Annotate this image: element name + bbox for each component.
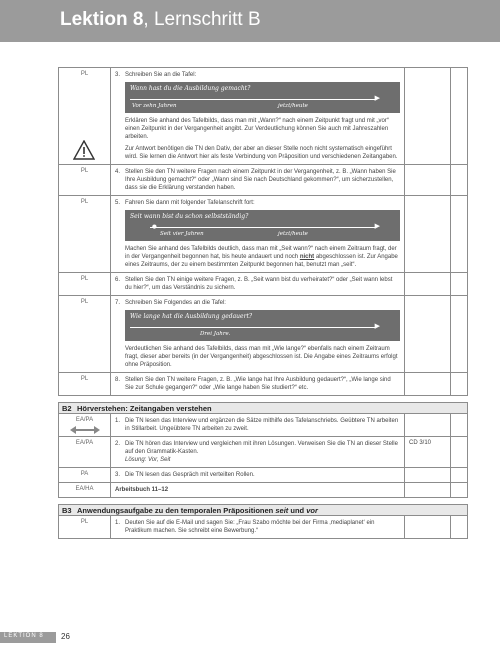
table-row xyxy=(58,296,468,373)
step-text: Schreiben Sie Folgendes an die Tafel: xyxy=(125,300,226,306)
blackboard xyxy=(125,310,400,341)
explanation-text: Verdeutlichen Sie anhand des Tafelbilds, dass man mit „Wie lange?“ ebenfalls nach einem Zeitraum fragt, dieser aber bereits (in der Vergangenheit) abgeschlossen ist. Die Angabe eines Zeitraums erfolgt ohne Präposition. xyxy=(125,346,398,368)
timeline-start-label: Vor zehn Jahren xyxy=(132,103,177,109)
step-text: Stellen Sie den TN einige weitere Fragen, z. B. „Seit wann bist du verheiratet?“ oder „Seit wann lebst du hier?“, um das Verständnis zu sichern. xyxy=(125,277,393,291)
timeline-start-marker: ● xyxy=(152,224,157,230)
step-text: Stellen Sie den TN weitere Fragen, z. B. „Wie lange hat Ihre Ausbildung gedauert?“, „Wie lange sind Sie zur Schule gegangen?“ oder „Wie lange haben Sie studiert?“ etc. xyxy=(125,377,391,391)
blackboard xyxy=(125,82,400,113)
form-cell xyxy=(58,68,110,164)
blackboard xyxy=(125,210,400,241)
step-text: Die TN hören das Interview und vergleichen mit ihren Lösungen. Verweisen Sie die TN an dieser Stelle auf den Grammatik-Kasten. xyxy=(125,441,398,455)
footer-lesson-label: LEKTION 8 xyxy=(4,633,44,639)
content-cell xyxy=(110,296,404,372)
table-row xyxy=(58,468,468,483)
step-number: 4. xyxy=(115,169,121,175)
footer-bar xyxy=(0,632,56,643)
workbook-reference: Arbeitsbuch 11–12 xyxy=(115,487,169,493)
media-cell xyxy=(404,296,450,372)
step-number: 2. xyxy=(115,441,121,447)
table-row xyxy=(58,273,468,296)
arrow-right-icon: ▶ xyxy=(374,222,380,230)
table-row xyxy=(58,196,468,273)
board-question: Wann hast du die Ausbildung gemacht? xyxy=(130,85,251,92)
step-number: 8. xyxy=(115,377,121,383)
solution-text: Lösung: Vor, Seit xyxy=(125,457,171,463)
content-cell xyxy=(110,468,404,482)
check-cell xyxy=(450,68,468,164)
media-cell xyxy=(404,68,450,164)
form-label: PA xyxy=(58,468,110,482)
step-number: 1. xyxy=(115,520,121,526)
timeline-end-label: jetzt/heute xyxy=(278,231,308,237)
timeline-start-label: Seit vier Jahren xyxy=(160,231,204,237)
lesson-table xyxy=(58,67,468,539)
table-row xyxy=(58,373,468,396)
table-row xyxy=(58,414,468,437)
content-cell xyxy=(110,165,404,195)
form-label: PL xyxy=(58,373,110,395)
media-cell xyxy=(404,196,450,272)
media-cell xyxy=(404,373,450,395)
check-cell xyxy=(450,468,468,482)
content-cell xyxy=(110,273,404,295)
explanation-text: Zur Antwort benötigen die TN den Dativ, der aber an dieser Stelle noch nicht systematisch eingeführt wird. Sie lernen die Antwort hier als feste Verbindung von Präposition und verschiedenen Zeitangaben. xyxy=(125,146,398,160)
step-number: 5. xyxy=(115,200,121,206)
content-cell xyxy=(110,68,404,164)
form-label: EA/PA xyxy=(58,437,110,467)
form-label: PL xyxy=(58,516,110,538)
step-text: Stellen Sie den TN weitere Fragen nach einem Zeitpunkt in der Vergangenheit, z. B. „Wann haben Sie Ihre Ausbildung gemacht?“ oder „Wann sind Sie nach Deutschland gekommen?“, um sicherzustellen, dass sie die Erklärung verstanden haben. xyxy=(125,169,396,191)
media-cell xyxy=(404,273,450,295)
check-cell xyxy=(450,516,468,538)
form-label: PL xyxy=(58,273,110,295)
form-label: EA/PA xyxy=(75,417,94,423)
content-cell xyxy=(110,437,404,467)
check-cell xyxy=(450,165,468,195)
timeline xyxy=(130,224,395,238)
step-number: 1. xyxy=(115,418,121,424)
board-question: Wie lange hat die Ausbildung gedauert? xyxy=(130,313,253,320)
step-text: Die TN lesen das Interview und ergänzen die Sätze mithilfe des Tafelanschriebs. Geübtere TN arbeiten in Stillarbeit. Ungeübtere TN arbeiten zu zweit. xyxy=(125,418,399,432)
step-text: Schreiben Sie an die Tafel: xyxy=(125,72,197,78)
lesson-subtitle: , Lernschritt B xyxy=(143,9,261,30)
timeline xyxy=(130,96,395,110)
warning-icon xyxy=(73,140,95,160)
check-cell xyxy=(450,196,468,272)
arrow-right-icon: ▶ xyxy=(374,322,380,330)
check-cell xyxy=(450,437,468,467)
check-cell xyxy=(450,273,468,295)
header-bar xyxy=(0,0,500,42)
table-row xyxy=(58,68,468,165)
form-cell xyxy=(58,414,110,436)
form-label: PL xyxy=(80,71,89,77)
step-text: Fahren Sie dann mit folgender Tafelanschrift fort: xyxy=(125,200,255,206)
form-label: PL xyxy=(58,196,110,272)
cd-track-label: CD 3/10 xyxy=(404,437,450,467)
timeline xyxy=(130,324,395,338)
content-cell xyxy=(110,373,404,395)
check-cell xyxy=(450,373,468,395)
section-title: Anwendungsaufgabe zu den temporalen Präpositionen seit und vor xyxy=(77,505,318,515)
timeline-end-label: jetzt/heute xyxy=(278,103,308,109)
section-title: Hörverstehen: Zeitangaben verstehen xyxy=(77,403,212,413)
step-number: 3. xyxy=(115,472,121,478)
table-row xyxy=(58,483,468,498)
content-cell xyxy=(110,483,404,497)
page-number: 26 xyxy=(61,632,70,641)
step-number: 3. xyxy=(115,72,121,78)
content-cell xyxy=(110,414,404,436)
step-number: 7. xyxy=(115,300,121,306)
media-cell xyxy=(404,483,450,497)
board-question: Seit wann bist du schon selbstständig? xyxy=(130,213,249,220)
arrow-right-icon: ▶ xyxy=(374,94,380,102)
form-label: EA/HA xyxy=(58,483,110,497)
step-number: 6. xyxy=(115,277,121,283)
check-cell xyxy=(450,296,468,372)
section-id: B3 xyxy=(62,505,72,515)
step-text: Deuten Sie auf die E-Mail und sagen Sie: „Frau Szabo möchte bei der Firma ‚mediaplanet‘ ein Praktikum machen. Sie schreibt eine Bewerbung.“ xyxy=(125,520,375,534)
form-label: PL xyxy=(58,165,110,195)
section-id: B2 xyxy=(62,403,72,413)
section-header-b2 xyxy=(58,402,468,414)
content-cell xyxy=(110,196,404,272)
media-cell xyxy=(404,516,450,538)
section-header-b3 xyxy=(58,504,468,516)
lesson-label: Lektion 8 xyxy=(60,9,144,30)
check-cell xyxy=(450,483,468,497)
explanation-text: Erklären Sie anhand des Tafelbilds, dass man mit „Wann?“ nach einem Zeitpunkt fragt und mit „vor“ einen Zeitpunkt in der Vergangenheit angibt. Zur Verdeutlichung können Sie auch mit Jahreszahlen arbeiten. xyxy=(125,118,389,140)
double-arrow-icon xyxy=(70,426,100,434)
media-cell xyxy=(404,165,450,195)
form-label: PL xyxy=(58,296,110,372)
check-cell xyxy=(450,414,468,436)
table-row xyxy=(58,516,468,539)
table-row xyxy=(58,165,468,196)
content-cell xyxy=(110,516,404,538)
media-cell xyxy=(404,468,450,482)
media-cell xyxy=(404,414,450,436)
step-text: Die TN lesen das Gespräch mit verteilten Rollen. xyxy=(125,472,255,478)
table-row xyxy=(58,437,468,468)
timeline-mid-label: Drei Jahre. xyxy=(200,331,231,337)
explanation-text: Machen Sie anhand des Tafelbilds deutlich, dass man mit „Seit wann?“ nach einem Zeitraum fragt, der in der Vergangenheit begonnen hat, bis heute andauert und noch nicht abgeschlossen ist. Zur Angabe eines Zeitraums, der zu einem bestimmten Zeitpunkt begonnen hat, benutzt man „seit“. xyxy=(125,246,398,268)
page-title xyxy=(60,9,261,31)
